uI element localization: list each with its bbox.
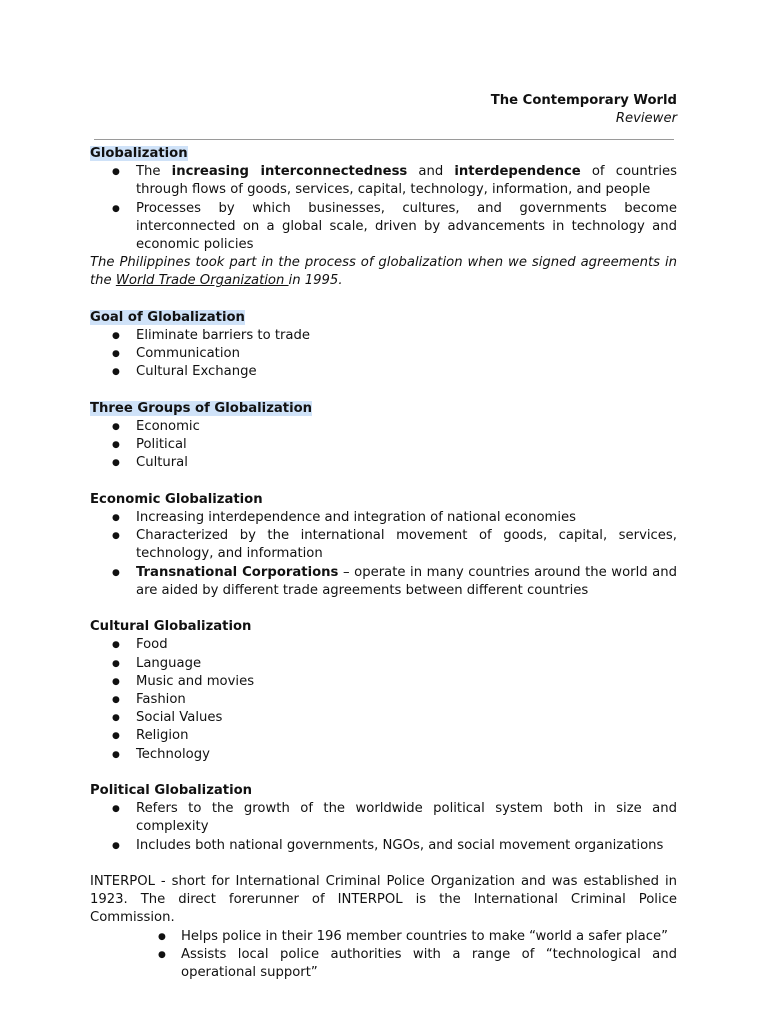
heading-cultural: Cultural Globalization [90,619,252,635]
list-item: ● Fashion [90,691,677,709]
cultural-list [90,636,677,763]
list-item: ● Language [90,655,677,673]
document-subtitle: Reviewer [615,111,677,127]
list-item: ● Political [90,436,677,454]
header-divider [94,139,674,140]
groups-list [90,418,677,473]
list-item: ● Assists local police authorities with a range of “technological and operational support” [90,946,677,982]
list-item: ● Cultural Exchange [90,363,677,381]
heading-goal: Goal of Globalization [90,309,245,325]
list-item: ● Cultural [90,454,677,472]
list-item: ● Refers to the growth of the worldwide political system both in size and complexity [90,800,677,836]
list-item: ● Communication [90,345,677,363]
list-item: ● Music and movies [90,673,677,691]
list-item: ● Includes both national governments, NGOs, and social movement organizations [90,837,677,855]
document-title: The Contemporary World [490,93,677,108]
interpol-list [90,928,677,983]
list-item: ● Transnational Corporations – operate in many countries around the world and are aided by different trade agreements between different countries [90,564,677,600]
wto-link: World Trade Organization [115,273,289,289]
list-item: ● Religion [90,727,677,745]
list-item: ● The increasing interconnectedness and interdependence of countries through flows of goods, services, capital, technology, information, and people [90,163,677,199]
list-item: ● Characterized by the international movement of goods, capital, services, technology, and information [90,527,677,563]
list-item: ● Helps police in their 196 member countries to make “world a safer place” [90,928,677,946]
list-item: ● Technology [90,746,677,764]
list-item: ● Processes by which businesses, cultures, and governments become interconnected on a global scale, driven by advancements in technology and economic policies [90,200,677,255]
list-item: ● Increasing interdependence and integration of national economies [90,509,677,527]
list-item: ● Food [90,636,677,654]
heading-political: Political Globalization [90,783,253,799]
document-header [491,92,677,128]
economic-list [90,509,677,600]
document-body [90,145,677,982]
political-list [90,800,677,855]
goal-list [90,327,677,382]
heading-economic: Economic Globalization [90,491,263,507]
list-item: ● Eliminate barriers to trade [90,327,677,345]
list-item: ● Economic [90,418,677,436]
heading-three-groups: Three Groups of Globalization [90,400,313,416]
globalization-list [90,163,677,254]
interpol-paragraph: INTERPOL - short for International Criminal Police Organization and was established in 1923. The direct forerunner of INTERPOL is the International Criminal Police Commission. [90,874,677,926]
heading-globalization: Globalization [90,146,188,161]
list-item: ● Social Values [90,709,677,727]
philippines-note: The Philippines took part in the process of globalization when we signed agreements in the World Trade Organization in 1995. [90,255,677,289]
